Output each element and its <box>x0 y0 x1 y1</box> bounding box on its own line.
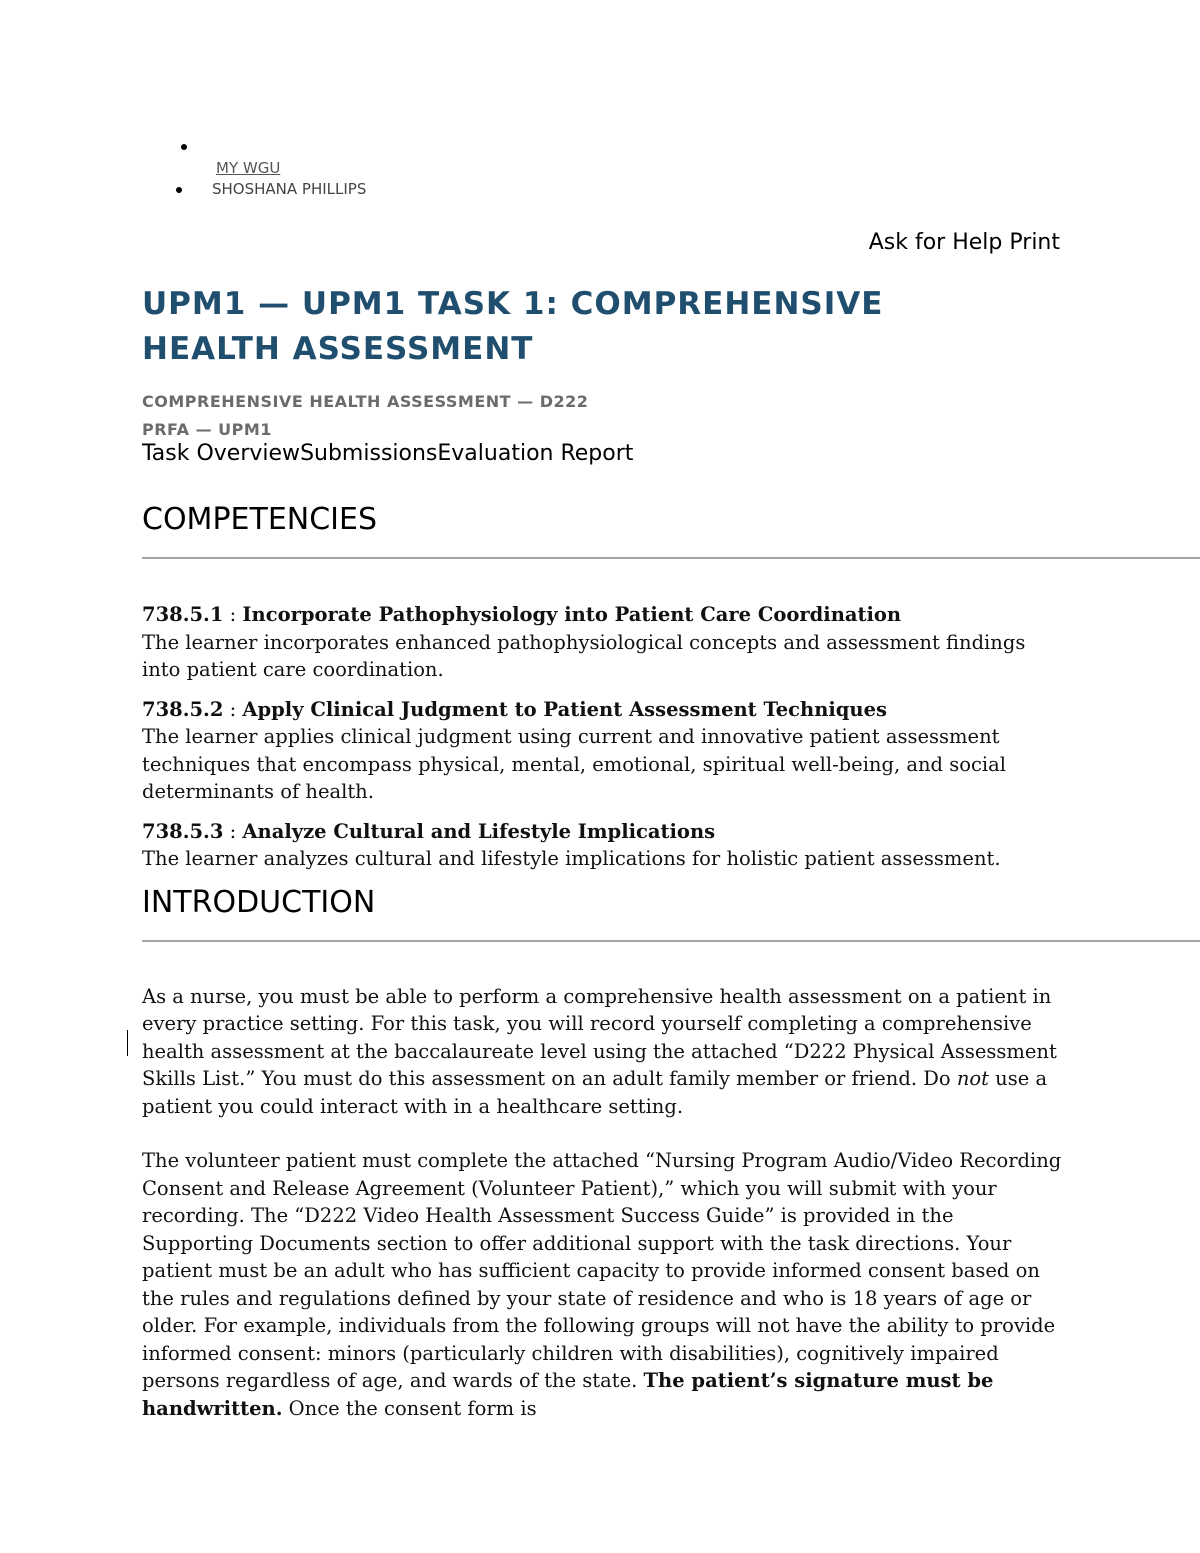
page-actions <box>869 230 1060 255</box>
introduction-divider <box>142 940 1200 942</box>
ask-for-help-link[interactable]: Ask for Help <box>868 230 1003 255</box>
competency-name: Incorporate Pathophysiology into Patient Care Coordination <box>242 603 902 626</box>
competencies-divider <box>142 557 1200 559</box>
emphasis-text: not <box>956 1067 989 1090</box>
competency-title <box>142 818 1200 846</box>
competency-description: The learner applies clinical judgment using current and innovative patient assessment techniques that encompass physical, mental, emotional, spiritual well-being, and social determinants of health. <box>142 725 1006 803</box>
task-tabs <box>142 440 1200 468</box>
competency-code: 738.5.1 <box>142 603 224 626</box>
introduction-heading: INTRODUCTION <box>142 884 376 920</box>
competency-item <box>142 818 1200 873</box>
competency-description: The learner incorporates enhanced pathophysiological concepts and assessment findings into patient care coordination. <box>142 630 1026 681</box>
competency-item <box>142 601 1200 684</box>
main-content <box>142 282 1200 1422</box>
text-run: use a patient you could interact with in a healthcare setting. <box>142 1067 1048 1118</box>
competency-separator: : <box>223 819 243 843</box>
competency-description: The learner analyzes cultural and lifestyle implications for holistic patient assessment. <box>142 847 1001 870</box>
print-link[interactable]: Print <box>1009 230 1060 255</box>
user-name[interactable]: SHOSHANA PHILLIPS <box>212 180 367 198</box>
page-title-line2: HEALTH ASSESSMENT <box>142 331 534 367</box>
competency-separator: : <box>223 603 243 626</box>
text-run: Once the consent form is <box>282 1396 537 1420</box>
competency-separator: : <box>223 697 243 721</box>
competency-code: 738.5.2 <box>142 697 224 721</box>
text-run: The volunteer patient must complete the attached “Nursing Program Audio/Video Recording Consent and Release Agreement (Volunteer Patient),” which you will submit with your recording. The “D222 Video Health Assessment Success Guide” is provided in the Supporting Documents section to offer additional support with the task directions. Your patient must be an adult who has sufficient capacity to provide informed consent based on the rules and regulations defined by your state of residence and who is 18 years of age or older. For example, individuals from the following groups will not have the ability to provide informed consent: minors (particularly children with disabilities), cognitively impaired persons regardless of age, and wards of the state. <box>142 1149 1062 1392</box>
course-subtitle <box>142 388 1200 444</box>
competency-title <box>142 601 1200 629</box>
text-run: As a nurse, you must be able to perform a comprehensive health assessment on a patient in every practice setting. For this task, you will record yourself completing a comprehensive health assessment at the baccalaureate level using the attached “D222 Physical Assessment Skills List.” You must do this assessment on an adult family member or friend. Do <box>142 984 1057 1090</box>
introduction-paragraph-1 <box>142 983 1062 1121</box>
signature-note: The patient’s signature must be handwritten. <box>142 1369 994 1420</box>
competency-code: 738.5.3 <box>142 819 224 843</box>
introduction-paragraph-2 <box>142 1147 1062 1422</box>
my-wgu-link[interactable]: MY WGU <box>216 159 281 177</box>
bullet-icon <box>176 187 182 193</box>
introduction-body <box>142 983 1200 1423</box>
competencies-list <box>142 601 1200 873</box>
text-cursor <box>127 1030 128 1056</box>
assessment-code: PRFA — UPM1 <box>142 420 272 439</box>
bullet-icon <box>181 144 187 150</box>
competencies-heading: COMPETENCIES <box>142 502 378 537</box>
competency-name: Analyze Cultural and Lifestyle Implications <box>242 819 716 843</box>
course-name: COMPREHENSIVE HEALTH ASSESSMENT — D222 <box>142 392 589 411</box>
competency-title <box>142 696 1200 724</box>
tab-submissions[interactable]: Submissions <box>300 441 438 466</box>
tab-task-overview[interactable]: Task Overview <box>142 441 301 466</box>
tab-evaluation-report[interactable]: Evaluation Report <box>437 441 634 466</box>
page-title-line1: UPM1 — UPM1 TASK 1: COMPREHENSIVE <box>142 286 884 322</box>
page-title <box>142 282 962 372</box>
competency-name: Apply Clinical Judgment to Patient Assessment Techniques <box>242 697 887 721</box>
competency-item <box>142 696 1200 806</box>
